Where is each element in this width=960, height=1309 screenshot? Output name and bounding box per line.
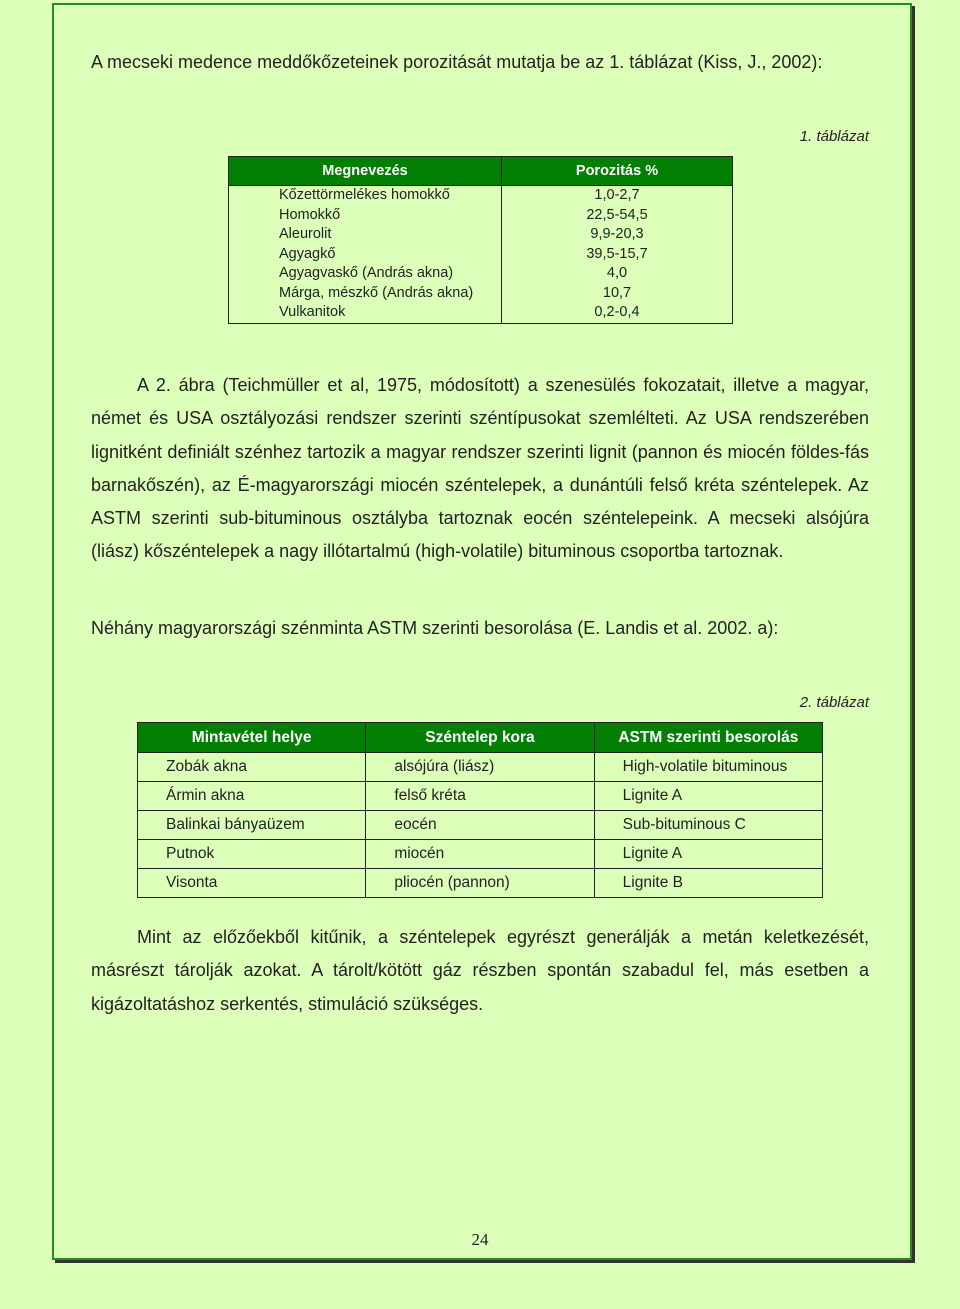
table1-cell-name: Vulkanitok [229, 303, 502, 323]
table2-header-astm: ASTM szerinti besorolás [594, 723, 822, 753]
table1-cell-name: Aleurolit [229, 225, 502, 245]
table2-cell-location: Ármin akna [138, 782, 366, 811]
table1-cell-value: 4,0 [502, 264, 733, 284]
table2-cell-age: pliocén (pannon) [366, 869, 594, 898]
table-row [229, 225, 733, 245]
paragraph-coal-classification: A 2. ábra (Teichmüller et al, 1975, módosított) a szenesülés fokozatait, illetve a magyar, német és USA osztályozási rendszer szerinti széntípusokat szemlélteti. Az USA rendszerében lignitként definiált szénhez tartozik a magyar rendszer szerinti lignit (pannon és miocén földes-fás barnakőszén), az É-magyarországi miocén széntelepek, a dunántúli felső kréta széntelepek. Az ASTM szerinti sub-bituminous osztályba tartoznak eocén széntelepeink. A mecseki alsójúra (liász) kőszéntelepek a nagy illótartalmú (high-volatile) bituminous csoportba tartoznak. [91, 375, 869, 562]
table2-header-location: Mintavétel helye [138, 723, 366, 753]
table2-cell-astm: Lignite B [594, 869, 822, 898]
porosity-table [228, 156, 733, 324]
table-row [138, 840, 823, 869]
table1-cell-name: Agyagkő [229, 245, 502, 265]
table1-cell-value: 0,2-0,4 [502, 303, 733, 323]
table-row [229, 206, 733, 226]
table1-cell-value: 39,5-15,7 [502, 245, 733, 265]
astm-table [137, 722, 823, 898]
table2-cell-location: Visonta [138, 869, 366, 898]
table-row [138, 811, 823, 840]
table1-cell-name: Márga, mészkő (András akna) [229, 284, 502, 304]
table1-cell-value: 10,7 [502, 284, 733, 304]
table1-header-porosity: Porozitás % [502, 157, 733, 186]
table1-cell-value: 1,0-2,7 [502, 186, 733, 206]
table1-cell-name: Homokkő [229, 206, 502, 226]
table2-header-age: Széntelep kora [366, 723, 594, 753]
table-row [138, 782, 823, 811]
table1-cell-name: Agyagvaskő (András akna) [229, 264, 502, 284]
table2-caption: 2. táblázat [799, 694, 869, 711]
table2-cell-age: miocén [366, 840, 594, 869]
table1-caption: 1. táblázat [799, 128, 869, 145]
table2-cell-astm: Lignite A [594, 782, 822, 811]
table-row [229, 264, 733, 284]
table-row [229, 303, 733, 323]
table2-cell-age: alsójúra (liász) [366, 753, 594, 782]
table2-cell-astm: High-volatile bituminous [594, 753, 822, 782]
table2-cell-age: felső kréta [366, 782, 594, 811]
table2-cell-location: Putnok [138, 840, 366, 869]
paragraph-conclusion: Mint az előzőekből kitűnik, a széntelepek egyrészt generálják a metán keletkezését, másrészt tárolják azokat. A tárolt/kötött gáz részben spontán szabadul fel, más esetben a kigázoltatáshoz serkentés, stimuláció szükséges. [91, 927, 869, 1014]
table2-cell-age: eocén [366, 811, 594, 840]
table-row [229, 245, 733, 265]
table-row [229, 186, 733, 206]
intro-paragraph: A mecseki medence meddőkőzeteinek porozitását mutatja be az 1. táblázat (Kiss, J., 2002): [91, 52, 823, 72]
table-row [229, 284, 733, 304]
table2-cell-location: Balinkai bányaüzem [138, 811, 366, 840]
table-row [138, 869, 823, 898]
page-number: 24 [471, 1230, 489, 1249]
table2-cell-astm: Sub-bituminous C [594, 811, 822, 840]
table1-cell-value: 22,5-54,5 [502, 206, 733, 226]
paragraph-sample-intro: Néhány magyarországi szénminta ASTM szerinti besorolása (E. Landis et al. 2002. a): [91, 618, 779, 638]
table2-cell-astm: Lignite A [594, 840, 822, 869]
table-row [138, 753, 823, 782]
table2-cell-location: Zobák akna [138, 753, 366, 782]
table1-cell-value: 9,9-20,3 [502, 225, 733, 245]
table1-header-name: Megnevezés [229, 157, 502, 186]
table1-cell-name: Kőzettörmelékes homokkő [229, 186, 502, 206]
